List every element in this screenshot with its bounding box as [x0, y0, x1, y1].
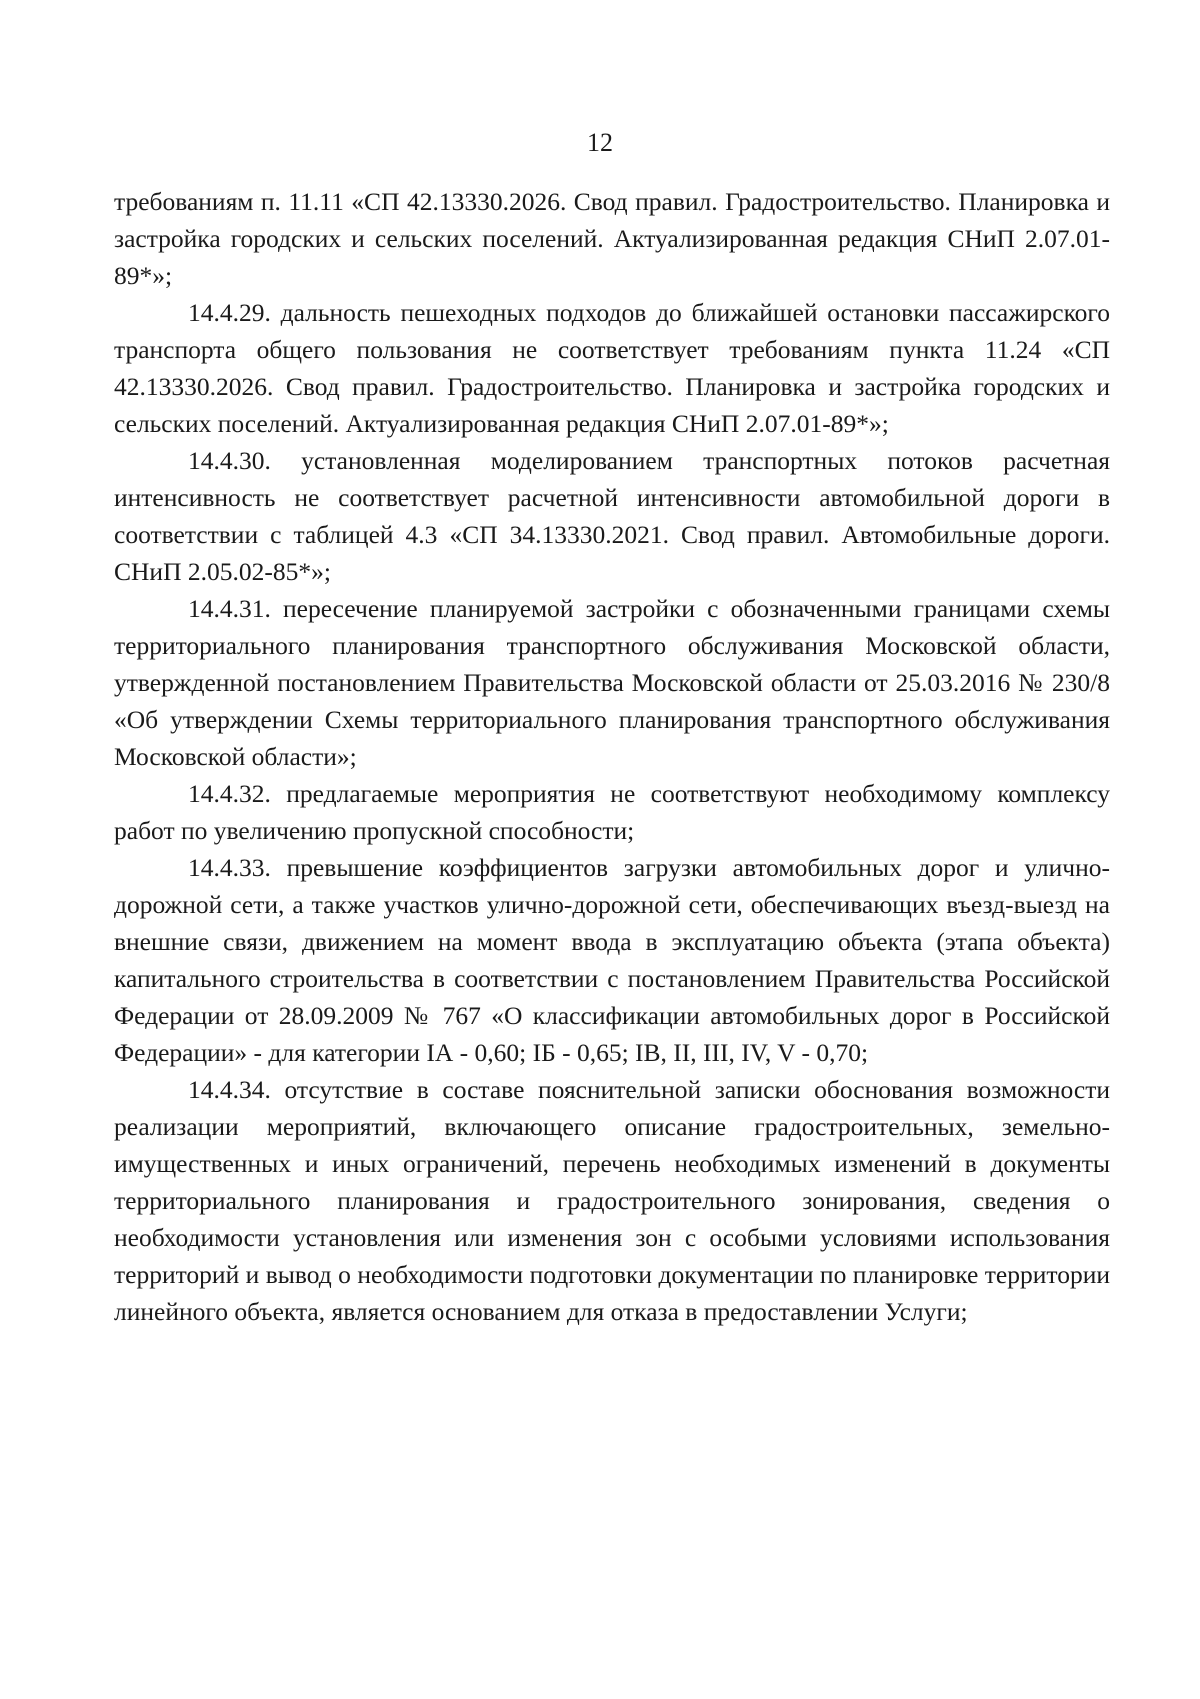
document-body	[114, 183, 1110, 1330]
paragraph-14-4-29: 14.4.29. дальность пешеходных подходов до ближайшей остановки пассажирского транспорта общего пользования не соответствует требованиям пункта 11.24 «СП 42.13330.2026. Свод правил. Градостроительство. Планировка и застройка городских и сельских поселений. Актуализированная редакция СНиП 2.07.01-89*»;	[114, 298, 1110, 438]
paragraph-14-4-33: 14.4.33. превышение коэффициентов загрузки автомобильных дорог и улично-дорожной сети, а также участков улично-дорожной сети, обеспечивающих въезд-выезд на внешние связи, движением на момент ввода в эксплуатацию объекта (этапа объекта) капитального строительства в соответствии с постановлением Правительства Российской Федерации от 28.09.2009 № 767 «О классификации автомобильных дорог в Российской Федерации» - для категории IА - 0,60; IБ - 0,65; IВ, II, III, IV, V - 0,70;	[114, 853, 1110, 1067]
paragraph-14-4-30: 14.4.30. установленная моделированием транспортных потоков расчетная интенсивность не соответствует расчетной интенсивности автомобильной дороги в соответствии с таблицей 4.3 «СП 34.13330.2021. Свод правил. Автомобильные дороги. СНиП 2.05.02-85*»;	[114, 446, 1110, 586]
paragraph-14-4-34: 14.4.34. отсутствие в составе пояснительной записки обоснования возможности реализации мероприятий, включающего описание градостроительных, земельно-имущественных и иных ограничений, перечень необходимых изменений в документы территориального планирования и градостроительного зонирования, сведения о необходимости установления или изменения зон с особыми условиями использования территорий и вывод о необходимости подготовки документации по планировке территории линейного объекта, является основанием для отказа в предоставлении Услуги;	[114, 1075, 1110, 1326]
page-number: 12	[587, 128, 613, 157]
paragraph-continuation: требованиям п. 11.11 «СП 42.13330.2026. Свод правил. Градостроительство. Планировка и застройка городских и сельских поселений. Актуализированная редакция СНиП 2.07.01-89*»;	[114, 187, 1110, 290]
paragraph-14-4-31: 14.4.31. пересечение планируемой застройки с обозначенными границами схемы территориального планирования транспортного обслуживания Московской области, утвержденной постановлением Правительства Московской области от 25.03.2016 № 230/8 «Об утверждении Схемы территориального планирования транспортного обслуживания Московской области»;	[114, 594, 1110, 771]
paragraph-14-4-32: 14.4.32. предлагаемые мероприятия не соответствуют необходимому комплексу работ по увеличению пропускной способности;	[114, 779, 1110, 845]
